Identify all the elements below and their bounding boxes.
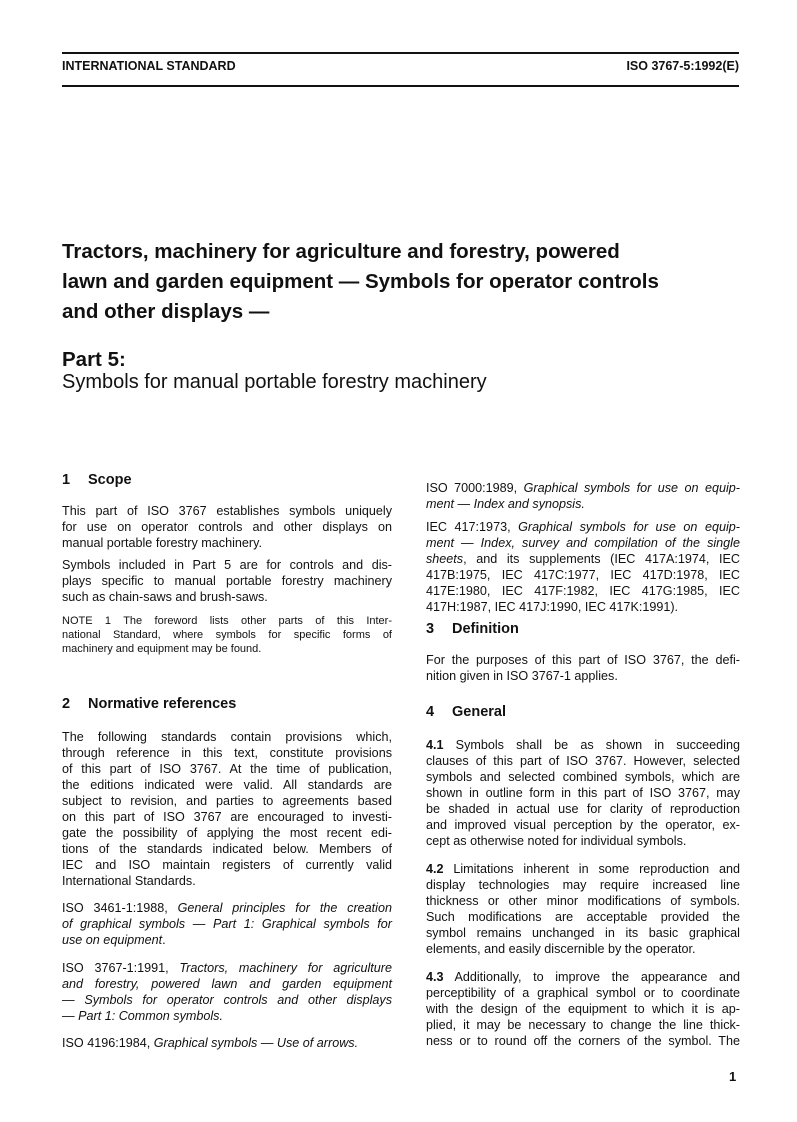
- text-segment: 4.3: [426, 970, 444, 984]
- text-line: [426, 496, 740, 512]
- section-title: Normative references: [88, 696, 237, 712]
- text-segment: Symbols shall be as shown in succeeding: [443, 738, 740, 752]
- text-line: the editions indicated were valid. All standards are: [62, 778, 392, 792]
- section-title: Scope: [88, 472, 132, 488]
- text-line: [62, 1008, 392, 1024]
- reference-iso-3461: [62, 900, 392, 948]
- text-segment: , and its supplements (IEC 417A:1974, IEC: [463, 552, 740, 566]
- section-number: 3: [426, 621, 435, 637]
- text-line: [62, 900, 392, 916]
- text-line: elements, and easily discernible by the operator.: [426, 942, 696, 956]
- text-line: display technologies may require increased line: [426, 878, 740, 892]
- clause-4-2: [426, 861, 740, 957]
- section-number: 4: [426, 704, 435, 720]
- text-line: Symbols included in Part 5 are for controls and dis-: [62, 558, 392, 572]
- section-heading-normative-references: [62, 696, 236, 712]
- text-line: thickness or other minor modifications of symbols.: [426, 894, 740, 908]
- section-number: 1: [62, 472, 71, 488]
- text-line: for use on operator controls and other displays on: [62, 520, 392, 534]
- clause-4-3: [426, 969, 740, 1049]
- text-segment: ISO 4196:1984,: [62, 1036, 154, 1050]
- reference-iso-4196: [62, 1035, 392, 1051]
- text-segment: .: [162, 933, 166, 947]
- text-line: NOTE 1 The foreword lists other parts of this Inter-: [62, 615, 392, 627]
- text-segment: sheets: [426, 552, 464, 566]
- text-segment: Limitations inherent in some reproduction and: [443, 862, 740, 876]
- text-segment: ment — Index, survey and compilation of the single: [426, 536, 740, 550]
- section-number: 2: [62, 696, 71, 712]
- text-line: cept as otherwise noted for individual symbols.: [426, 834, 687, 848]
- header-document-number: ISO 3767-5:1992(E): [626, 59, 739, 73]
- text-line: tions of the standards indicated below. Members of: [62, 842, 392, 856]
- text-line: IEC and ISO maintain registers of currently valid: [62, 858, 392, 872]
- normative-intro-paragraph: [62, 729, 392, 889]
- text-line: Such modifications are acceptable provided the: [426, 910, 740, 924]
- text-segment: Tractors, machinery for agriculture: [179, 961, 392, 975]
- text-line: [62, 916, 392, 932]
- text-segment: of graphical symbols — Part 1: Graphical symbols for: [62, 917, 392, 931]
- text-line: plied, it may be necessary to change the line thick-: [426, 1018, 740, 1032]
- text-line: symbol remains unchanged in its basic graphical: [426, 926, 740, 940]
- text-line: [62, 932, 392, 948]
- text-line: plays specific to manual portable forestry machinery: [62, 574, 392, 588]
- text-line: This part of ISO 3767 establishes symbols uniquely: [62, 504, 392, 518]
- text-line: subject to revision, and parties to agreements based: [62, 794, 392, 808]
- text-line: ness or to round off the corners of the symbol. The: [426, 1034, 740, 1048]
- text-line: [426, 969, 740, 985]
- text-segment: Graphical symbols for use on equip-: [518, 520, 740, 534]
- text-line: [426, 861, 740, 877]
- definition-paragraph: [426, 652, 740, 684]
- text-segment: Graphical symbols — Use of arrows.: [153, 1036, 359, 1050]
- text-line: with the design of the equipment to which it is ap-: [426, 1002, 740, 1016]
- text-line: 417H:1987, IEC 417J:1990, IEC 417K:1991).: [426, 600, 679, 614]
- header-standard-type: INTERNATIONAL STANDARD: [62, 59, 236, 73]
- header-top-rule: [62, 52, 739, 54]
- text-line: gate the possibility of applying the most recent edi-: [62, 826, 392, 840]
- text-segment: and forestry, powered lawn and garden equipment: [62, 977, 392, 991]
- document-title: [62, 237, 659, 327]
- text-line: through reference in this text, constitute provisions: [62, 746, 392, 760]
- title-line: lawn and garden equipment — Symbols for operator controls: [62, 270, 659, 293]
- text-segment: 4.2: [426, 862, 444, 876]
- text-line: [62, 992, 392, 1008]
- text-line: For the purposes of this part of ISO 3767, the defi-: [426, 653, 740, 667]
- text-segment: Additionally, to improve the appearance and: [443, 970, 740, 984]
- text-line: 417B:1975, IEC 417C:1977, IEC 417D:1978, IEC: [426, 568, 740, 582]
- text-line: [426, 480, 740, 496]
- note-1: [62, 614, 392, 656]
- part-number: Part 5:: [62, 348, 126, 371]
- text-line: on this part of ISO 3767 are encouraged to investi-: [62, 810, 392, 824]
- text-segment: IEC 417:1973,: [426, 520, 519, 534]
- clause-4-1: [426, 737, 740, 849]
- reference-iec-417: [426, 519, 740, 615]
- text-line: symbols and selected combined symbols, which are: [426, 770, 740, 784]
- text-segment: ISO 3461-1:1988,: [62, 901, 178, 915]
- text-line: and improved visual perception by the operator, ex-: [426, 818, 740, 832]
- text-line: [426, 519, 740, 535]
- section-title: Definition: [452, 621, 519, 637]
- header-bottom-rule: [62, 85, 739, 87]
- section-heading-general: [426, 704, 506, 720]
- text-line: [426, 551, 740, 567]
- page-number: 1: [729, 1069, 737, 1084]
- text-line: The following standards contain provisions which,: [62, 730, 392, 744]
- text-segment: Graphical symbols for use on equip-: [523, 481, 740, 495]
- text-segment: — Part 1: Common symbols.: [62, 1009, 223, 1023]
- text-line: machinery and equipment may be found.: [62, 643, 262, 655]
- title-line: Tractors, machinery for agriculture and forestry, powered: [62, 240, 620, 263]
- text-line: manual portable forestry machinery.: [62, 536, 262, 550]
- text-line: perceptibility of a graphical symbol or to coordinate: [426, 986, 740, 1000]
- text-line: [62, 1035, 392, 1051]
- part-subtitle: Symbols for manual portable forestry machinery: [62, 371, 487, 393]
- text-line: [62, 976, 392, 992]
- section-heading-scope: [62, 472, 132, 488]
- text-segment: use on equipment: [62, 933, 163, 947]
- scope-paragraph-2: [62, 557, 392, 605]
- text-segment: General principles for the creation: [177, 901, 392, 915]
- text-line: nition given in ISO 3767-1 applies.: [426, 669, 618, 683]
- text-line: [426, 535, 740, 551]
- text-line: such as chain-saws and brush-saws.: [62, 590, 268, 604]
- reference-iso-3767-1: [62, 960, 392, 1024]
- title-line: and other displays —: [62, 300, 270, 323]
- text-line: International Standards.: [62, 874, 196, 888]
- text-segment: ISO 7000:1989,: [426, 481, 524, 495]
- scope-paragraph-1: [62, 503, 392, 551]
- text-line: shown in outline form in this part of ISO 3767, may: [426, 786, 740, 800]
- text-line: of this part of ISO 3767. At the time of publication,: [62, 762, 392, 776]
- text-segment: ment — Index and synopsis.: [426, 497, 585, 511]
- text-line: [62, 960, 392, 976]
- text-segment: ISO 3767-1:1991,: [62, 961, 180, 975]
- text-segment: 4.1: [426, 738, 444, 752]
- section-heading-definition: [426, 621, 519, 637]
- reference-iso-7000: [426, 480, 740, 512]
- section-title: General: [452, 704, 506, 720]
- text-line: clauses of this part of ISO 3767. However, selected: [426, 754, 740, 768]
- text-line: [426, 737, 740, 753]
- text-line: be shaded in actual use for clarity of reproduction: [426, 802, 740, 816]
- text-line: national Standard, where symbols for specific forms of: [62, 629, 392, 641]
- text-segment: — Symbols for operator controls and other displays: [62, 993, 392, 1007]
- text-line: 417E:1980, IEC 417F:1982, IEC 417G:1985, IEC: [426, 584, 740, 598]
